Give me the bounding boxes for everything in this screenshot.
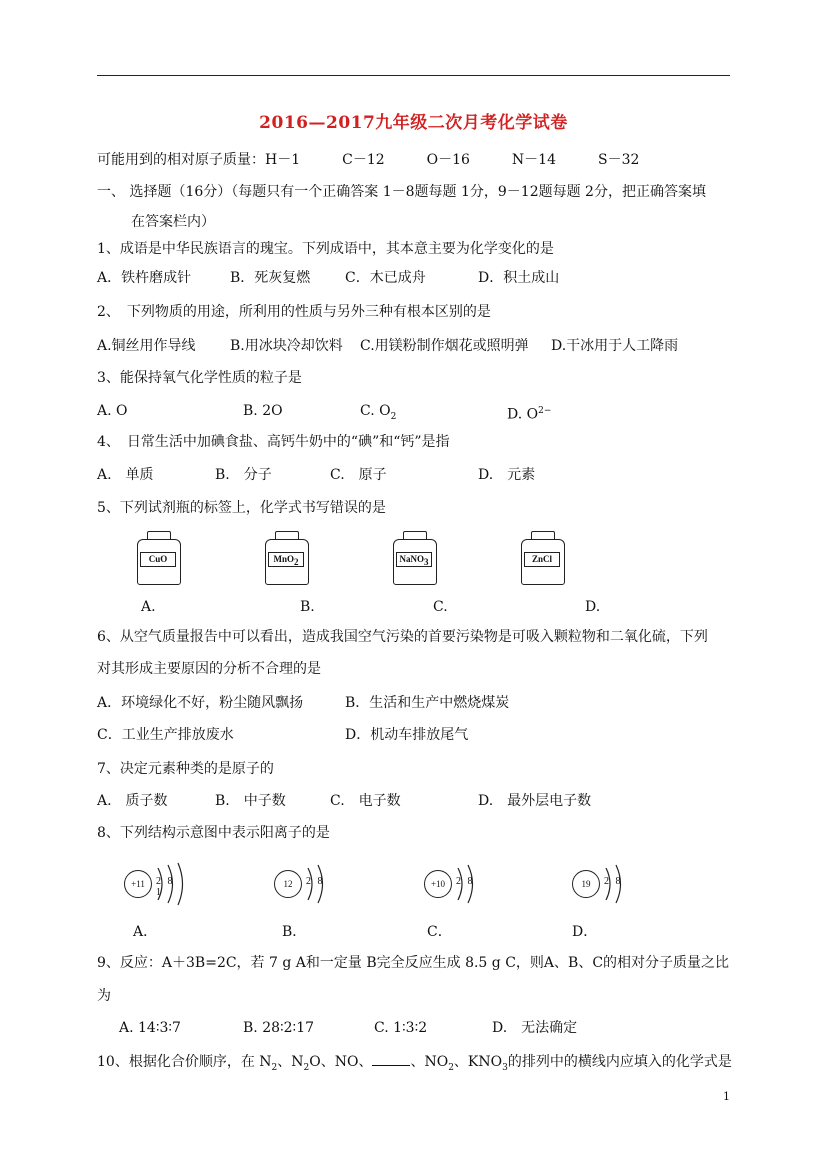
q7-option-b: B. 中子数: [215, 793, 286, 809]
q9-stem-line1: 9、反应：A＋3B=2C，若 7 g A和一定量 B完全反应生成 8.5 g C，则A、B、C的相对分子质量之比: [97, 955, 730, 971]
q3-option-a: A. O: [97, 403, 128, 419]
bottle-label-c-text: NaNO: [399, 554, 424, 564]
q9-option-b: B. 28∶2∶17: [243, 1020, 315, 1036]
q3-option-d-superscript: 2−: [538, 406, 552, 416]
bottle-label-a: [140, 552, 176, 567]
page-number: 1: [723, 1090, 730, 1103]
atom-diagram-a: [124, 862, 184, 906]
q1-stem: 1、成语是中华民族语言的瑰宝。下列成语中，其本意主要为化学变化的是: [97, 241, 554, 257]
q2-option-b: B.用冰块冷却饮料: [230, 338, 343, 354]
nucleus-c: +10: [424, 870, 452, 898]
q6-stem-line2: 对其形成主要原因的分析不合理的是: [97, 661, 321, 677]
q5-stem: 5、下列试剂瓶的标签上，化学式书写错误的是: [97, 500, 386, 516]
q6-stem-line1: 6、从空气质量报告中可以看出，造成我国空气污染的首要污染物是可吸入颗粒物和二氧化硫，下列: [97, 629, 708, 645]
q5-option-a: A.: [141, 599, 156, 615]
q10-sub-2c: 2: [448, 1062, 454, 1073]
q8-option-c: C．: [427, 924, 452, 940]
q9-option-c: C. 1∶3∶2: [374, 1020, 428, 1036]
q10-text-2: 、N: [277, 1054, 304, 1070]
atom-diagram-b: [274, 862, 334, 906]
q7-stem: 7、决定元素种类的是原子的: [97, 761, 274, 777]
page-title: 2016—2017九年级二次月考化学试卷: [259, 113, 568, 133]
q6-option-b: B．生活和生产中燃烧煤炭: [345, 695, 510, 711]
shell-electrons-a: 2 8 1: [156, 876, 175, 898]
q1-option-c: C．木已成舟: [345, 270, 426, 286]
bottle-label-d-text: ZnCl: [531, 554, 552, 564]
q3-option-d: [507, 402, 551, 424]
bottle-label-c-subscript: 3: [424, 556, 429, 567]
q4-option-b: B. 分子: [215, 467, 272, 483]
q10-stem: [97, 1053, 732, 1077]
q7-option-a: A. 质子数: [97, 793, 168, 809]
nucleus-a: +11: [124, 870, 152, 898]
q5-option-d: D.: [585, 599, 601, 615]
atomic-masses: 可能用到的相对原子质量：H－1 C－12 O－16 N－14 S－32: [97, 152, 640, 168]
q2-stem: 2、 下列物质的用途，所利用的性质与另外三种有根本区别的是: [97, 304, 491, 320]
q4-option-a: A. 单质: [97, 467, 154, 483]
q5-option-b: B.: [300, 599, 315, 615]
atom-diagram-d: [572, 862, 632, 906]
q9-stem-line2: 为: [97, 988, 111, 1004]
q10-text-6: 的排列中的横线内应填入的化学式是: [507, 1054, 732, 1070]
shell-electrons-d: 2 8: [604, 876, 623, 887]
section-instructions-line1: 一、 选择题（16分）（每题只有一个正确答案 1－8题每题 1分，9－12题每题 2分，把正确答案填: [97, 184, 706, 200]
q4-option-c: C. 原子: [330, 467, 387, 483]
q3-option-d-text: D. O: [507, 406, 539, 423]
q3-option-c: [360, 402, 396, 426]
q10-text-3: O、NO、: [309, 1054, 373, 1070]
q3-stem: 3、能保持氧气化学性质的粒子是: [97, 370, 302, 386]
nucleus-d: 19: [572, 870, 600, 898]
q7-option-d: D. 最外层电子数: [478, 793, 592, 809]
q8-stem: 8、下列结构示意图中表示阳离子的是: [97, 825, 330, 841]
q6-option-a: A．环境绿化不好，粉尘随风飘扬: [97, 695, 304, 711]
q2-option-c: C.用镁粉制作烟花或照明弹: [360, 338, 529, 354]
bottle-label-d: [524, 552, 560, 567]
q10-text-1: 10、根据化合价顺序，在 N: [97, 1054, 272, 1070]
q10-sub-2b: 2: [303, 1062, 310, 1073]
bottle-label-c: [396, 552, 432, 567]
shell-electrons-c: 2 8: [456, 876, 475, 887]
q8-option-a: A．: [133, 924, 158, 940]
q1-option-b: B．死灰复燃: [230, 270, 311, 286]
header-rule: [97, 75, 730, 76]
q10-text-5: 、KNO: [453, 1054, 503, 1070]
q9-option-d: D. 无法确定: [492, 1020, 578, 1036]
q3-option-c-text: C. O: [360, 403, 391, 419]
q8-option-d: D．: [572, 924, 598, 940]
q6-option-c: C．工业生产排放废水: [97, 727, 234, 743]
bottle-label-b-text: MnO: [273, 554, 294, 564]
q10-sub-2: 2: [271, 1062, 278, 1073]
bottle-label-b: [268, 552, 304, 567]
nucleus-b: 12: [274, 870, 302, 898]
bottle-label-b-subscript: 2: [294, 556, 299, 567]
q5-option-c: C.: [433, 599, 448, 615]
q4-option-d: D. 元素: [478, 467, 536, 483]
section-instructions-line2: 在答案栏内）: [131, 214, 215, 230]
q10-answer-blank[interactable]: [372, 1053, 410, 1066]
atom-diagram-c: [424, 862, 484, 906]
q7-option-c: C. 电子数: [330, 793, 401, 809]
q10-text-4: 、NO: [410, 1054, 449, 1070]
q8-option-b: B．: [282, 924, 307, 940]
q1-option-a: A．铁杵磨成针: [97, 270, 192, 286]
q6-option-d: D．机动车排放尾气: [345, 727, 469, 743]
q9-option-a: A. 14∶3∶7: [119, 1020, 181, 1036]
q3-option-c-subscript: 2: [390, 411, 397, 422]
q2-option-a: A.铜丝用作导线: [97, 338, 196, 354]
q4-stem: 4、 日常生活中加碘食盐、高钙牛奶中的“碘”和“钙”是指: [97, 434, 450, 450]
bottle-label-a-text: CuO: [148, 554, 168, 564]
q3-option-b: B. 2O: [243, 403, 283, 419]
q10-sub-3: 3: [502, 1062, 508, 1073]
q1-option-d: D．积土成山: [478, 270, 560, 286]
q2-option-d: D.干冰用于人工降雨: [551, 338, 679, 354]
shell-electrons-b: 2 8: [306, 876, 325, 887]
